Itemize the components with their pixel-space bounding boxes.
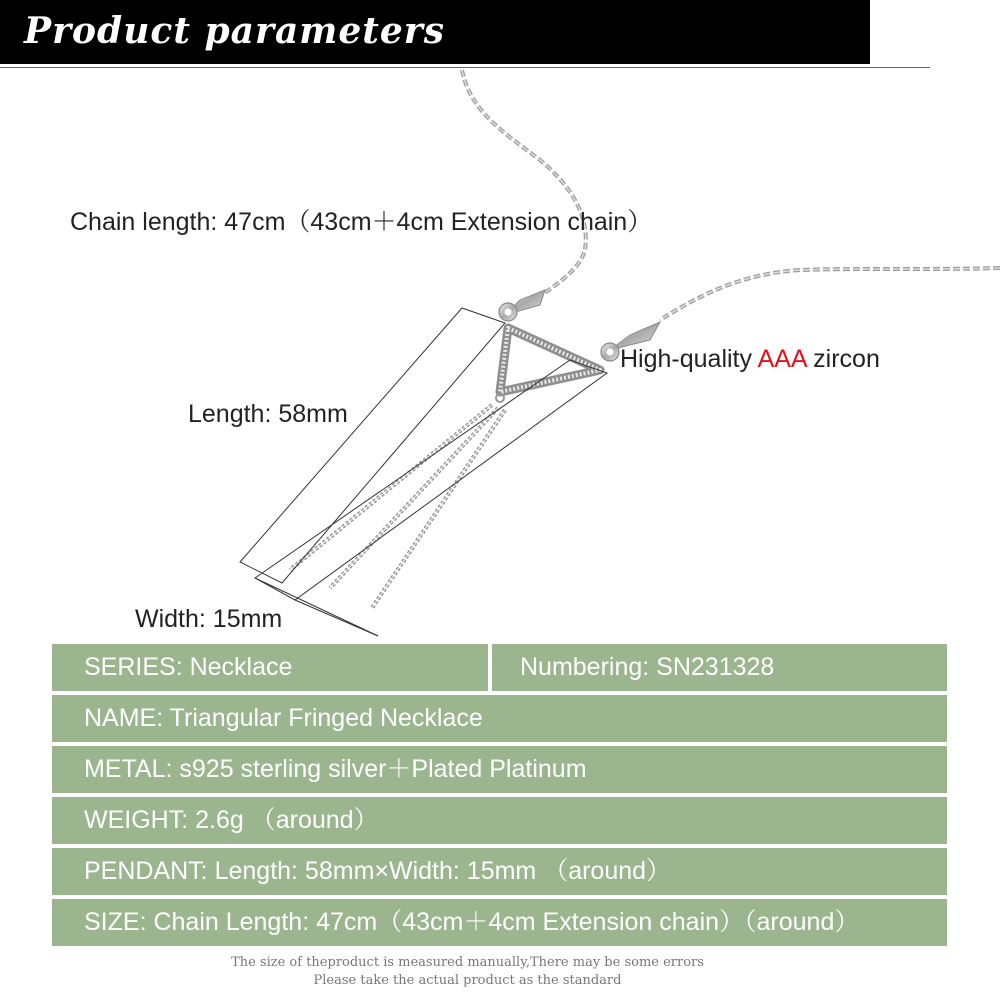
pendant-length-label: Length: 58mm: [188, 400, 348, 428]
spec-row-weight: [52, 797, 947, 844]
spec-row-metal: [52, 746, 947, 793]
spec-row-name: [52, 695, 947, 742]
spec-numbering: Numbering: SN231328: [492, 644, 947, 691]
chain-right: [660, 268, 1000, 320]
length-dimension-box: [240, 308, 505, 583]
zircon-grade: AAA: [757, 345, 807, 373]
spec-size: SIZE: Chain Length: 47cm（43cm＋4cm Extension chain）（around）: [52, 899, 947, 946]
spec-row-series: [52, 644, 947, 691]
footnote-measurement: The size of theproduct is measured manually,There may be some errors: [231, 955, 704, 970]
spec-name: NAME: Triangular Fringed Necklace: [52, 695, 947, 742]
spec-series: SERIES: Necklace: [52, 644, 488, 691]
chain-length-label: Chain length: 47cm（43cm＋4cm Extension chain）: [70, 208, 653, 236]
pendant-width-label: Width: 15mm: [135, 605, 283, 633]
spec-table: [52, 644, 947, 950]
width-dimension-box: [255, 360, 607, 600]
zircon-prefix: High-quality: [620, 345, 758, 373]
page-title: Product parameters: [24, 10, 446, 52]
zircon-suffix: zircon: [806, 345, 880, 373]
spec-pendant: PENDANT: Length: 58mm×Width: 15mm （around）: [52, 848, 947, 895]
zircon-label: [620, 345, 880, 374]
spec-weight: WEIGHT: 2.6g （around）: [52, 797, 947, 844]
spec-metal: METAL: s925 sterling silver＋Plated Platinum: [52, 746, 947, 793]
footnote-standard: Please take the actual product as the standard: [313, 973, 622, 988]
spec-row-pendant: [52, 848, 947, 895]
spec-row-size: [52, 899, 947, 946]
